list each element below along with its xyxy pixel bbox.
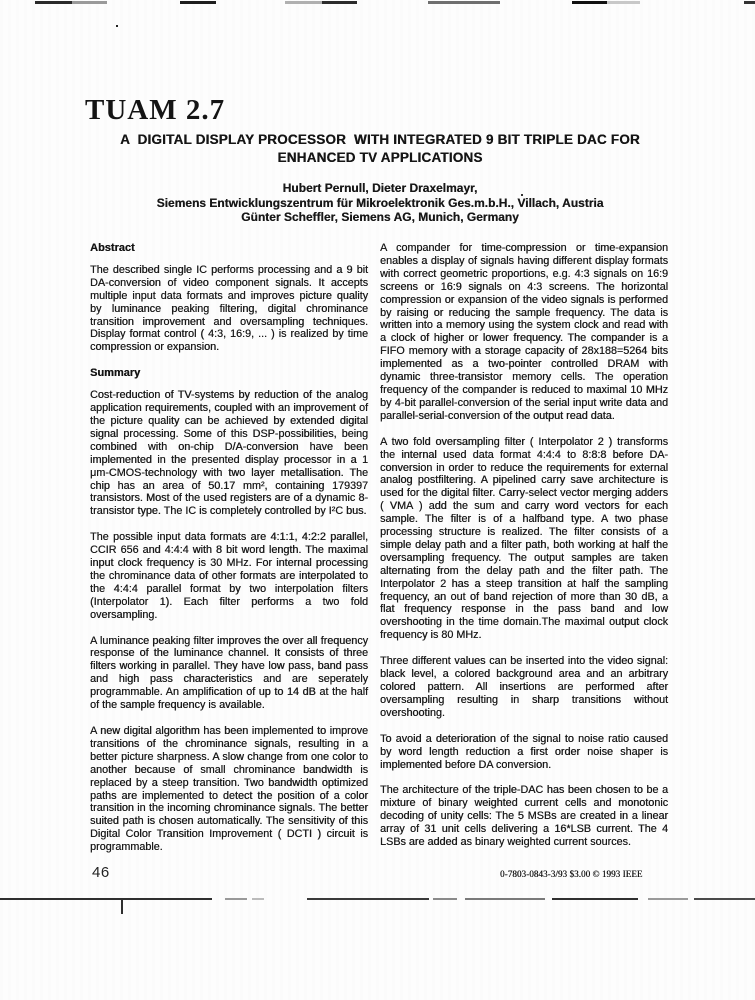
- scan-artifact-bottom-line: [225, 898, 247, 900]
- scan-artifact-bottom-line: [0, 898, 212, 900]
- body-paragraph: A two fold oversampling filter ( Interpolator 2 ) transforms the internal used data format 4:4:4 to 8:8:8 before DA-conversion in order to reduce the requirements for external analog postfiltering. A pipelined carry save architecture is used for the digital filter. Carry-select vector merging adders ( VMA ) add the sum and carry word vectors for each sample. The filter is of a halfband type. A two phase processing structure is realized. The filter consists of a simple delay path and a filter path, both working at half the oversampling frequency. The output samples are taken alternating from the delay path and the filter path. The Interpolator 2 has a steep transition at half the sampling frequency, an out of band rejection of more than 30 dB, a flat frequency response in the pass band and low overshooting in the time domain.The maximal output clock frequency is 80 MHz.: [380, 435, 668, 642]
- body-paragraph: The architecture of the triple-DAC has been chosen to be a mixture of binary weighted current cells and monotonic decoding of unity cells: The 5 MSBs are created in a linear array of 31 unit cells delivering a 16*LSB current. The 4 LSBs are added as binary weighted current sources.: [380, 784, 668, 849]
- scan-artifact-bottom-line: [648, 898, 688, 900]
- affiliation-line: Siemens Entwicklungszentrum für Mikroelektronik Ges.m.b.H., Villach, Austria: [156, 195, 604, 210]
- summary-paragraph: A luminance peaking filter improves the over all frequency response of the luminance channel. It consists of three filters working in parallel. They have low pass, band pass and high pass characteristics and are seperately programmable. An amplification of up to 14 dB at the half of the sample frequency is available.: [90, 634, 368, 712]
- scan-artifact-top-bar: [607, 1, 640, 4]
- scan-artifact-top-bar: [744, 1, 755, 4]
- scan-artifact-top-bar: [572, 1, 607, 4]
- session-code: TUAM 2.7: [85, 94, 226, 126]
- abstract-heading: Abstract: [90, 242, 135, 254]
- scan-artifact-top-bar: [35, 1, 72, 4]
- summary-paragraph: A new digital algorithm has been implemented to improve transitions of the chrominance signals, resulting in a better picture sharpness. A slow change from one color to another because of small chrominance bandwidth is replaced by a steep transition. Two bandwidth optimized paths are implemented to detect the position of a color transition in the incoming chrominance signals. The better suited path is chosen automatically. The sensitivity of this Digital Color Transition Improvement ( DCTI ) circuit is programmable.: [90, 725, 368, 854]
- body-paragraph: Three different values can be inserted into the video signal: black level, a colored background area and an arbitrary colored pattern. All insertions are performed after oversampling resulting in sharp transitions without overshooting.: [380, 655, 668, 719]
- scan-artifact-top-bar: [322, 1, 357, 4]
- summary-paragraph: The possible input data formats are 4:1:1, 4:2:2 parallel, CCIR 656 and 4:4:4 with 8 bit word length. The maximal input clock frequency is 30 MHz. For internal processing the chrominance data of other formats are interpolated to the 4:4:4 parallel format by two interpolation filters (Interpolator 1). Each filter performs a two fold oversampling.: [90, 531, 368, 621]
- scan-artifact-bottom-line: [552, 898, 638, 900]
- scan-artifact-bottom-line: [465, 898, 545, 900]
- scan-artifact-tick: [121, 899, 123, 914]
- author-line: Hubert Pernull, Dieter Draxelmayr,: [282, 181, 478, 195]
- page-number: 46: [92, 864, 110, 881]
- scan-artifact-top-bar: [72, 1, 107, 4]
- body-paragraph: A compander for time-compression or time-expansion enables a display of signals having different display formats with correct geometric proportions, e.g. 4:3 signals on 16:9 screens or 16:9 signals on 4:3 screens. The horizontal compression or expansion of the video signals is performed by raising or reducing the sample frequency. The data is written into a memory using the system clock and read with a clock of higher or lower frequency. The compander is a FIFO memory with a storage capacity of 28x188=5264 bits implemented as a two-pointer controlled DRAM with dynamic three-transistor memory cells. The operation frequency of the compander is reduced to maximal 10 MHz by 4-bit parallel-conversion of the serial input write data and parallel-serial-conversion of the output read data.: [380, 242, 668, 422]
- summary-paragraph: Cost-reduction of TV-systems by reduction of the analog application requirements, coupled with an improvement of the picture quality can be achieved by extended digital signal processing. Some of this DSP-possibilities, being combined with on-chip D/A-conversion have been implemented in the presented display processor in a 1 μm-CMOS-technology with two layer metallisation. The chip has an area of 50.17 mm², containing 179397 transistors. Most of the used registers are of a dynamic 8-transistor type. The IC is completely controlled by I²C bus.: [90, 389, 368, 518]
- paper-title-line1: A DIGITAL DISPLAY PROCESSOR WITH INTEGRATED 9 BIT TRIPLE DAC FOR: [120, 132, 640, 147]
- authors-block: [60, 181, 700, 225]
- summary-heading: Summary: [90, 367, 141, 380]
- scan-artifact-top-bar: [180, 1, 216, 4]
- scan-artifact-bottom-line: [433, 898, 457, 900]
- scan-artifact-top-bar: [285, 1, 322, 4]
- paper-title: [60, 131, 700, 167]
- abstract-paragraph: The described single IC performs processing and a 9 bit DA-conversion of video component signals. It accepts multiple input data formats and improves picture quality by luminance peaking filtering, digital chrominance transition improvement and oversampling techniques. Display format control ( 4:3, 16:9, ... ) is realized by time compression or expansion.: [90, 263, 368, 354]
- scan-artifact-speck: [116, 25, 118, 27]
- paper-title-line2: ENHANCED TV APPLICATIONS: [277, 150, 483, 165]
- scan-artifact-bottom-line: [252, 898, 264, 900]
- right-column: [380, 242, 668, 849]
- body-paragraph: To avoid a deterioration of the signal to noise ratio caused by word length reduction a first order noise shaper is implemented before DA conversion.: [380, 732, 668, 771]
- scan-artifact-top-bar: [428, 1, 500, 4]
- scan-artifact-bottom-line: [694, 898, 755, 900]
- copyright-notice: 0-7803-0843-3/93 $3.00 © 1993 IEEE: [500, 869, 643, 879]
- scan-artifact-bottom-line: [307, 898, 429, 900]
- left-column: [90, 242, 368, 854]
- affiliation-line: Günter Scheffler, Siemens AG, Munich, Germany: [241, 210, 519, 224]
